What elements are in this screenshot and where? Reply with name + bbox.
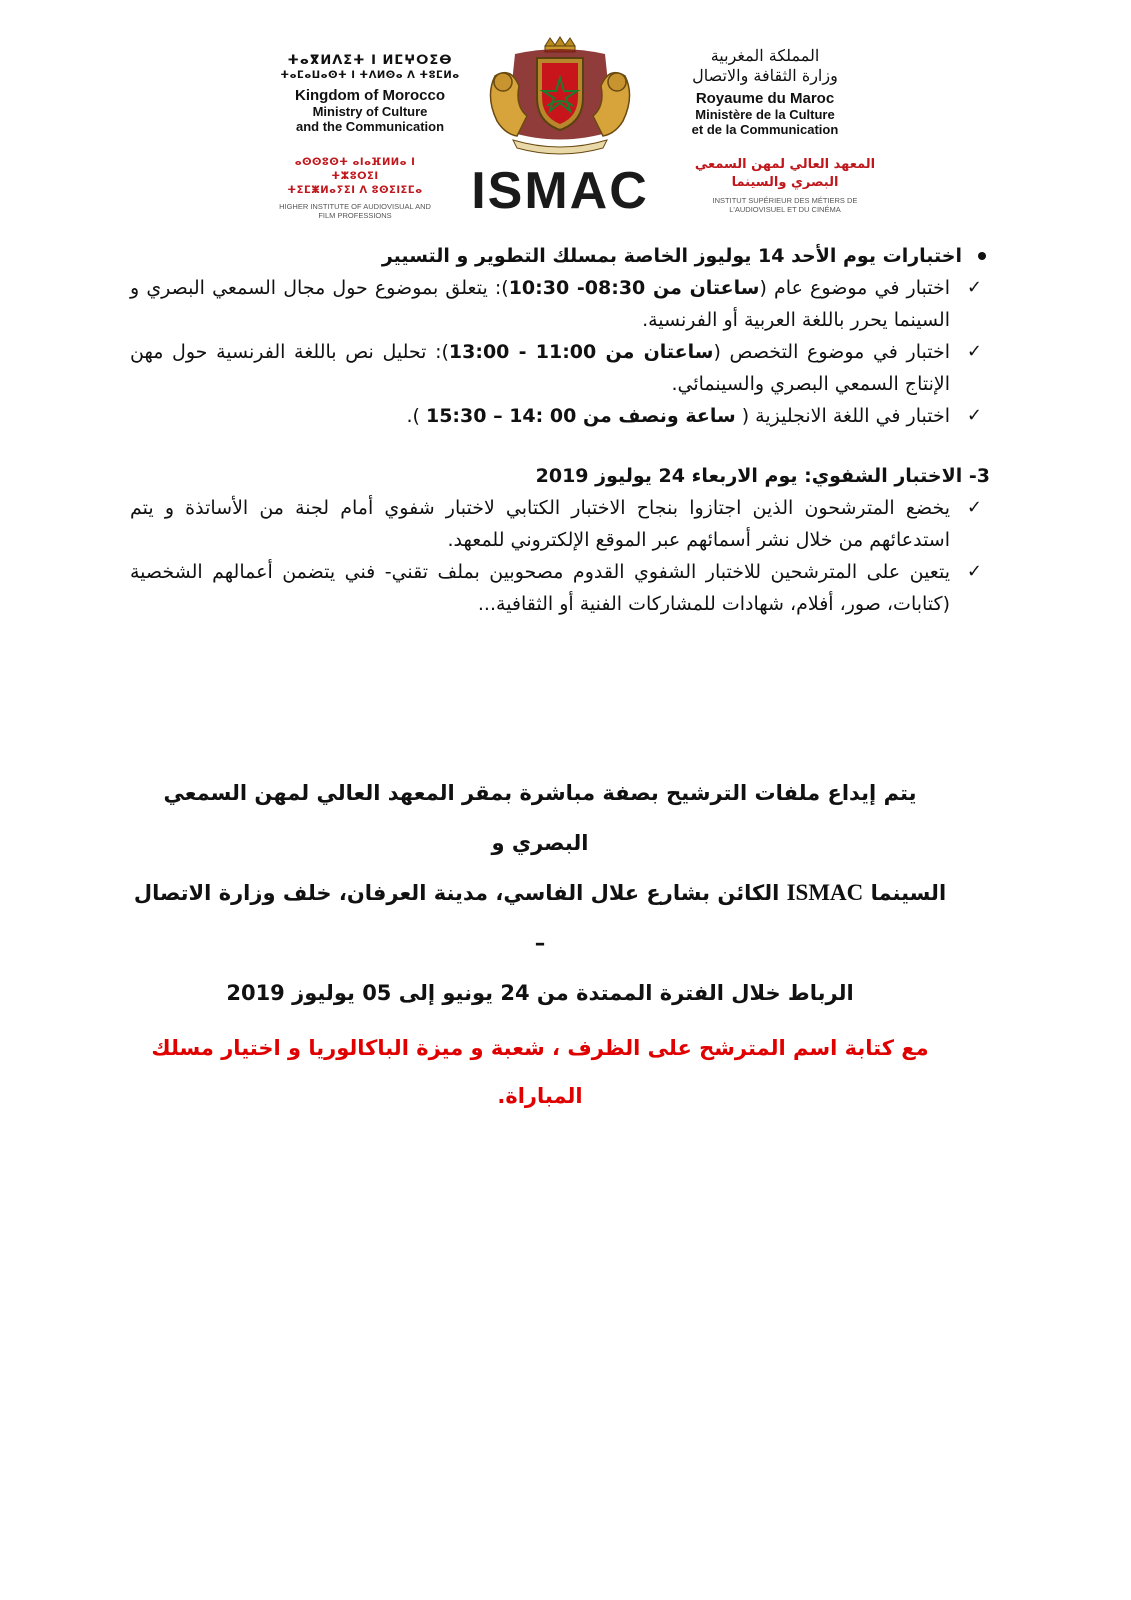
institute-ar-2: البصري والسينما xyxy=(731,175,839,190)
exams-heading-row xyxy=(130,240,990,272)
institute-ar-1: المعهد العالي لمهن السمعي xyxy=(694,157,876,172)
exam-item-3-post: ). xyxy=(406,405,426,427)
exam-item-1-pre: اختبار في موضوع عام ( xyxy=(759,277,950,299)
oral-item-2-text: يتعين على المترشحين للاختبار الشفوي القدوم مصحوبين بملف تقني- فني يتضمن أعمالهم الشخصية (كتابات، صور، أفلام، شهادات للمشاركات الفنية أو الثقافية... xyxy=(130,561,950,615)
institute-tifinagh-1: ⴰⵙⵙⵓⵙⵜ ⴰⵏⴰⴼⵍⵍⴰ ⵏ ⵜⵣⵓⵔⵉⵏ xyxy=(294,157,416,182)
institute-left xyxy=(270,156,440,220)
kingdom-en: Kingdom of Morocco xyxy=(295,87,445,104)
letterhead-right xyxy=(660,46,870,137)
exam-item-3-time: ساعة ونصف من 00 :14 – 15:30 xyxy=(425,405,736,427)
checkmark-icon: ✓ xyxy=(966,497,982,518)
institute-right xyxy=(690,156,880,214)
tifinagh-kingdom: ⵜⴰⴳⵍⴷⵉⵜ ⵏ ⵍⵎⵖⵔⵉⴱ xyxy=(287,53,453,68)
oral-heading: 3- الاختبار الشفوي: يوم الاربعاء 24 يوليوز 2019 xyxy=(535,465,990,487)
exam-item-3 xyxy=(130,400,990,432)
notice-line-2-post: الكائن بشارع علال الفاسي، مدينة العرفان، خلف وزارة الاتصال – xyxy=(133,881,787,955)
exam-item-2-post: ): تحليل نص باللغة الفرنسية حول مهن الإنتاج السمعي البصري والسينمائي. xyxy=(130,341,950,395)
tifinagh-ministry: ⵜⴰⵎⴰⵡⴰⵙⵜ ⵏ ⵜⴷⵍⵙⴰ ⴷ ⵜⵓⵎⵍⴰ xyxy=(280,70,460,81)
submission-notice xyxy=(130,768,950,1120)
notice-line-3: الرباط خلال الفترة الممتدة من 24 يونيو إلى 05 يوليوز 2019 xyxy=(226,981,854,1005)
exam-item-2-time: ساعتان من 11:00 - 13:00 xyxy=(448,341,714,363)
oral-item-1-text: يخضع المترشحون الذين اجتازوا بنجاح الاختبار الكتابي لاختبار شفوي أمام لجنة من الأساتذة و يتم استدعائهم من خلال نشر أسمائهم عبر الموقع الإلكتروني للمعهد. xyxy=(130,497,950,551)
coat-of-arms-icon xyxy=(475,36,645,156)
checkmark-icon: ✓ xyxy=(966,405,982,426)
letterhead xyxy=(270,36,876,226)
oral-item-1 xyxy=(130,492,990,556)
exams-heading: اختبارات يوم الأحد 14 يوليوز الخاصة بمسلك التطوير و التسيير xyxy=(381,245,962,267)
ministry-en-2: and the Communication xyxy=(295,119,445,134)
ministry-fr-1: Ministère de la Culture xyxy=(695,107,835,122)
ismac-logo-text: ISMAC xyxy=(471,162,649,216)
institute-fr: INSTITUT SUPÉRIEUR DES MÉTIERS DE L'AUDIOVISUEL ET DU CINÉMA xyxy=(712,196,858,214)
letterhead-left xyxy=(270,52,470,134)
oral-section xyxy=(130,460,990,620)
oral-item-2 xyxy=(130,556,990,620)
kingdom-fr: Royaume du Maroc xyxy=(695,90,835,107)
ismac-logo xyxy=(460,162,660,216)
exam-item-1 xyxy=(130,272,990,336)
notice-ismac: ISMAC xyxy=(786,880,864,905)
exam-item-1-post: ): يتعلق بموضوع حول مجال السمعي البصري و السينما يحرر باللغة العربية أو الفرنسية. xyxy=(130,277,950,331)
notice-line-4: مع كتابة اسم المترشح على الظرف ، شعبة و ميزة الباكالوريا و اختيار مسلك المباراة. xyxy=(151,1036,929,1108)
ministry-ar: وزارة الثقافة والاتصال xyxy=(692,66,838,85)
document-body xyxy=(130,240,990,620)
ministry-fr-2: et de la Communication xyxy=(691,122,839,137)
ministry-en-1: Ministry of Culture xyxy=(312,104,428,119)
checkmark-icon: ✓ xyxy=(966,277,982,298)
exam-item-2-pre: اختبار في موضوع التخصص ( xyxy=(713,341,951,363)
notice-line-2 xyxy=(130,868,950,968)
checkmark-icon: ✓ xyxy=(966,341,982,362)
institute-en: HIGHER INSTITUTE OF AUDIOVISUAL AND FILM PROFESSIONS xyxy=(279,202,431,220)
bullet-icon xyxy=(978,252,986,260)
exam-item-3-pre: اختبار في اللغة الانجليزية ( xyxy=(735,405,950,427)
notice-line-1: يتم إيداع ملفات الترشيح بصفة مباشرة بمقر المعهد العالي لمهن السمعي البصري و xyxy=(163,781,917,855)
checkmark-icon: ✓ xyxy=(966,561,982,582)
exam-item-2 xyxy=(130,336,990,400)
kingdom-ar: المملكة المغربية xyxy=(710,46,820,65)
notice-line-2-pre: السينما xyxy=(863,881,947,905)
exam-item-1-time: ساعتان من 08:30- 10:30 xyxy=(508,277,760,299)
institute-tifinagh-2: ⵜⵉⵎⵥⵍⴰⵢⵉⵏ ⴷ ⵓⵙⵉⵏⵉⵎⴰ xyxy=(287,185,423,196)
